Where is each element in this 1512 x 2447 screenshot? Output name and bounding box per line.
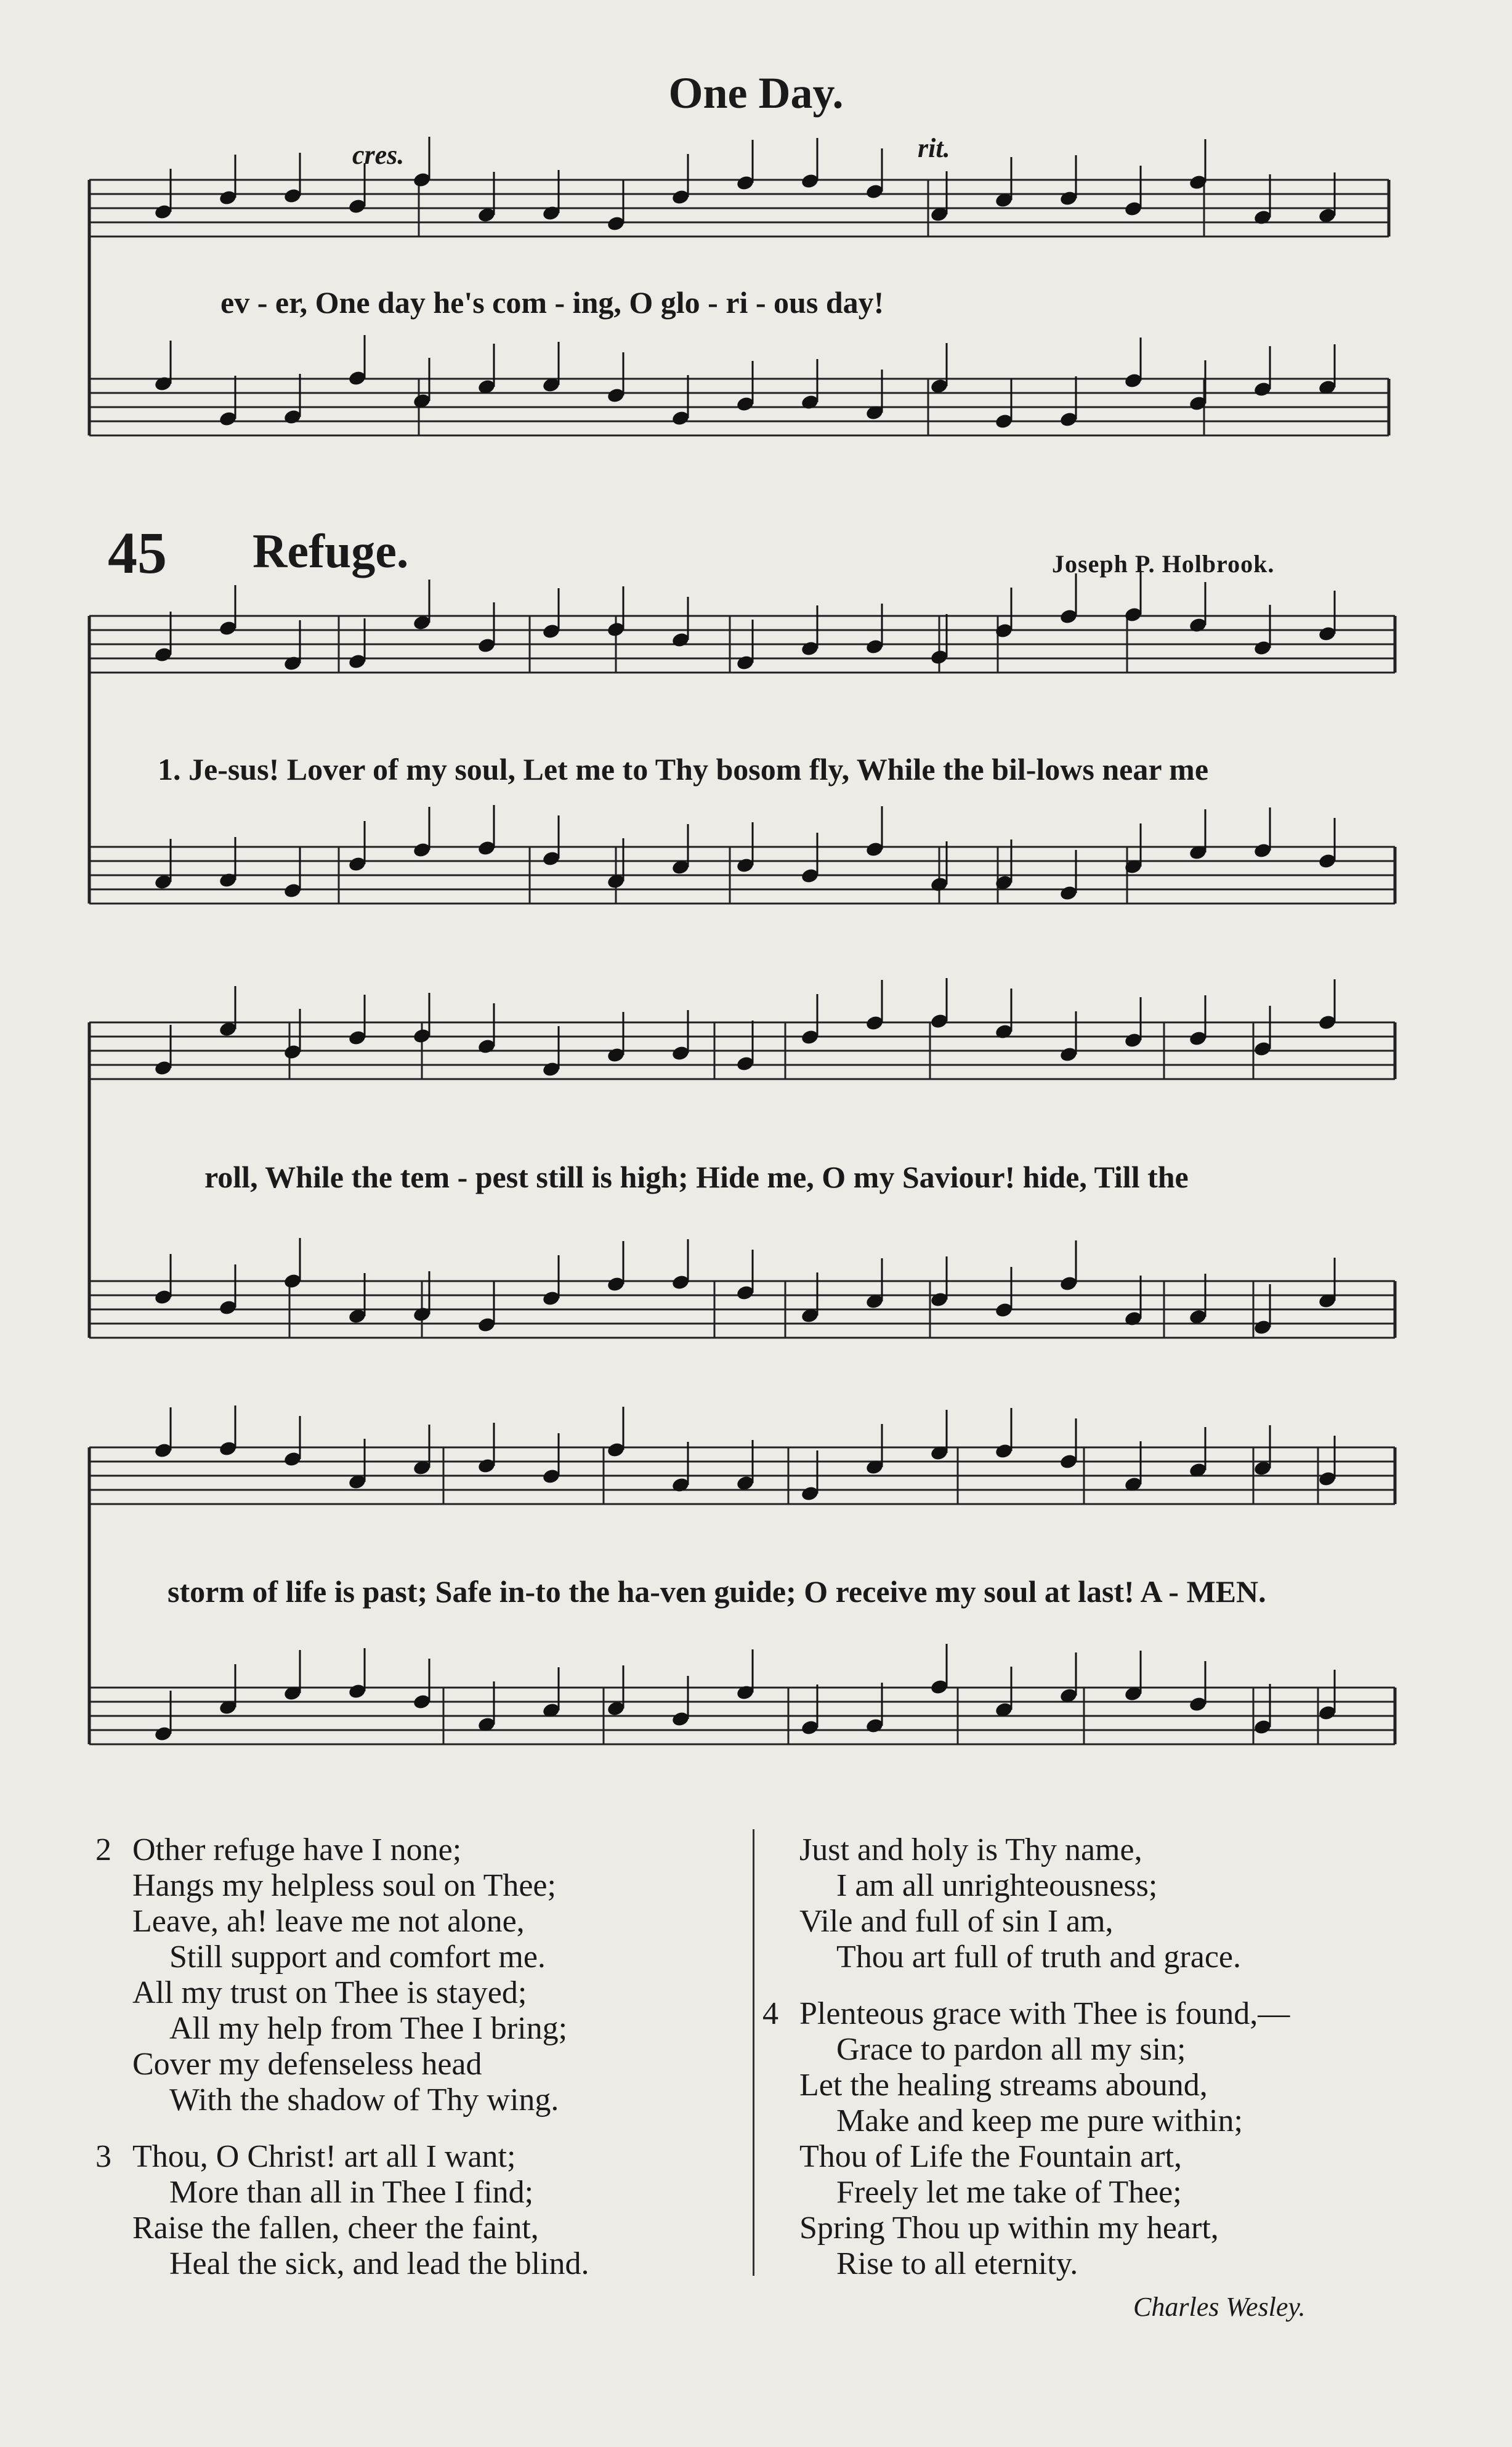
dynamic-crescendo: cres.: [352, 140, 405, 170]
dynamic-ritardando: rit.: [918, 133, 950, 163]
verse-line: Hangs my helpless soul on Thee;: [132, 1868, 556, 1903]
verse-line: Other refuge have I none;: [132, 1832, 462, 1867]
verse-3-continued: [762, 1832, 1290, 1975]
verse-line: More than all in Thee I find;: [169, 2175, 534, 2210]
verse-line: Leave, ah! leave me not alone,: [132, 1904, 525, 1939]
lyric-line-3: storm of life is past; Safe in-to the ha-ven guide; O receive my soul at last! A - MEN.: [168, 1574, 1266, 1609]
hymn-title: Refuge.: [253, 524, 409, 578]
verse-line: Vile and full of sin I am,: [799, 1904, 1114, 1939]
verse-line: Make and keep me pure within;: [836, 2103, 1243, 2138]
verse-line: All my trust on Thee is stayed;: [132, 1975, 527, 2010]
verse-4: [762, 1996, 1290, 2282]
verse-line: Thou, O Christ! art all I want;: [132, 2139, 516, 2174]
verse-line: I am all unrighteousness;: [836, 1868, 1158, 1903]
verse-line: Rise to all eternity.: [836, 2246, 1078, 2281]
lyric-line-1: 1. Je-sus! Lover of my soul, Let me to Thy bosom fly, While the bil-lows near me: [158, 752, 1209, 787]
verse-line: All my help from Thee I bring;: [169, 2011, 568, 2046]
verse-line: Heal the sick, and lead the blind.: [169, 2246, 589, 2281]
verse-line: Still support and comfort me.: [169, 1939, 546, 1975]
verse-line: Plenteous grace with Thee is found,—: [799, 1996, 1290, 2031]
hymn-number: 45: [108, 520, 167, 586]
verse-3: [95, 2139, 589, 2282]
hymn-author: Charles Wesley.: [1133, 2292, 1306, 2322]
verse-line: Raise the fallen, cheer the faint,: [132, 2210, 539, 2246]
hymn-composer: Joseph P. Holbrook.: [1052, 550, 1275, 578]
verse-line: Cover my defenseless head: [132, 2047, 482, 2082]
column-divider: [753, 1829, 754, 2276]
verse-line: Just and holy is Thy name,: [799, 1832, 1142, 1867]
verse-line: Grace to pardon all my sin;: [836, 2032, 1186, 2067]
previous-hymn-title: One Day.: [668, 68, 844, 118]
verse-line: Spring Thou up within my heart,: [799, 2210, 1219, 2246]
verse-line: Thou of Life the Fountain art,: [799, 2139, 1182, 2174]
verse-line: Thou art full of truth and grace.: [836, 1939, 1241, 1975]
verse-number: 3: [95, 2139, 111, 2174]
verse-number: 2: [95, 1832, 111, 1867]
verse-line: With the shadow of Thy wing.: [169, 2082, 559, 2117]
verses-left-column: [95, 1832, 589, 2303]
verse-line: Freely let me take of Thee;: [836, 2175, 1182, 2210]
verses-right-column: [762, 1832, 1290, 2303]
previous-hymn-lyrics: ev - er, One day he's com - ing, O glo - ri - ous day!: [220, 285, 884, 320]
verse-2: [95, 1832, 589, 2118]
verse-line: Let the healing streams abound,: [799, 2068, 1208, 2103]
verse-number: 4: [762, 1996, 778, 2031]
lyric-line-2: roll, While the tem - pest still is high; Hide me, O my Saviour! hide, Till the: [204, 1160, 1189, 1194]
